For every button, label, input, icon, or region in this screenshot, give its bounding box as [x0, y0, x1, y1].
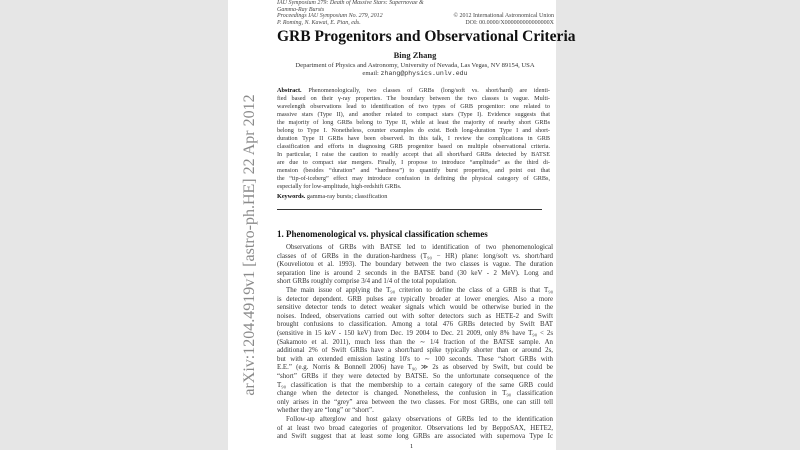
- body-line: (sensitive in 15 keV - 150 keV) from Dec. 19 2004 to Dec. 21 2009, only 8% have T₉₀ < 2s: [277, 330, 553, 337]
- body-line: change when the detector is changed. Nonetheless, the confusion in T₉₀ classification: [277, 390, 553, 398]
- abstract-line: the majority of long GRBs belong to Type II, while at least the majority of nearby short GRBs: [277, 119, 550, 126]
- body-line: is detector dependent. GRB pulses are typically broader at lower energies. Also a more: [277, 295, 553, 303]
- copyright-block: [453, 13, 554, 26]
- abstract-line: mension (besides “duration” and “hardness”) to quantify burst properties, and point out that: [277, 167, 550, 174]
- abstract-line: In particular, I raise the caution to readily accept that all short/hard GRBs detected by BATSE: [277, 151, 550, 158]
- body-line: separation line is around 2 seconds in the BATSE band (30 keV - 2 MeV). Long and: [277, 269, 553, 277]
- copyright: © 2012 International Astronomical Union: [453, 13, 554, 19]
- abstract-line: are due to compact star mergers. Finally, I propose to introduce “amplitude” as the third di-: [277, 159, 550, 166]
- abstract-line: wavelength observations lead to identification of two types of GRB progenitor: one related to: [277, 103, 550, 110]
- body-line: and Swift suggest that at least some long GRBs are associated with supernova Type Ic: [277, 433, 553, 441]
- journal-header: [277, 0, 424, 26]
- header-line: IAU Symposium 279: Death of Massive Stars: Supernovae &: [277, 0, 424, 6]
- keywords-label: Keywords.: [277, 193, 306, 200]
- doi: DOI: 00.0000/X000000000000000X: [465, 19, 554, 26]
- abstract-line: classification and efforts in diagnosing GRB progenitor based on multiple observational criteria.: [277, 143, 550, 150]
- body-line: of at least two broad categories of progenitor. Observations led by BeppoSAX, HETE2,: [277, 424, 553, 432]
- body-line: brought confusions to classification. Among a total 476 GRBs detected by Swift BAT: [277, 321, 553, 329]
- body-line: short GRBs roughly comprise 3/4 and 1/4 of the total population.: [277, 278, 457, 286]
- abstract-line: belong to Type I. Nonetheless, counter examples do exist. Both long-duration Type I and short-: [277, 127, 550, 134]
- body-line: T₉₀ classification is that the membership to a certain category of the same GRB could: [277, 381, 553, 389]
- body-line: Observations of GRBs with BATSE led to identification of two phenomenological: [286, 244, 553, 251]
- abstract-text: Phenomenologically, two classes of GRBs (long/soft vs. short/hard) are identi-: [301, 87, 550, 94]
- body-line: E.E.” (e.g. Norris & Bonnell 2006) have T₉₀ ≫ 2s as observed by Swift, but could be: [277, 364, 553, 372]
- header-line: Gamma-Ray Bursts: [277, 6, 325, 13]
- abstract-line: especially for low-amplitude, high-redshift GRBs.: [277, 183, 402, 190]
- body-line: sensitive detector tends to detect weaker signals which would be otherwise buried in the: [277, 304, 553, 312]
- body-line: (Sakamoto et al. 2011), much less than the ∼ 1/4 fraction of the BATSE sample. An: [277, 338, 553, 346]
- body-line: Follow-up afterglow and host galaxy observations of GRBs led to the identification: [286, 416, 553, 423]
- header-line: P. Roming, N. Kawai, E. Pian, eds.: [277, 19, 361, 26]
- affiliation: Department of Physics and Astronomy, University of Nevada, Las Vegas, NV 89154, USA: [295, 62, 535, 69]
- body-line: whether they are “long” or “short”.: [277, 407, 374, 415]
- section-heading: 1. Phenomenological vs. physical classification schemes: [277, 229, 488, 239]
- abstract-line: massive stars (Type II), and another related to compact stars (Type I). Evidence suggests that: [277, 111, 550, 118]
- body-line: The main issue of applying the T₉₀ criterion to define the class of a GRB is that T₉₀: [286, 287, 553, 294]
- arxiv-stamp: arXiv:1204.4919v1 [astro-ph.HE] 22 Apr 2012: [241, 94, 258, 396]
- keywords: [277, 193, 387, 201]
- body-line: additional 2% of Swift GRBs have a short/hard spike typically shorter than or around 2s,: [277, 347, 553, 355]
- body-line: (Kouveliotou et al. 1993). The boundary between the two classes is vague. The duration: [277, 261, 553, 269]
- abstract-line: fied based on their γ-ray properties. The boundary between the two classes is vague. Multi-: [277, 95, 550, 102]
- body-line: but with an extended emission lasting 10's to ∼ 100 seconds. These “short GRBs with: [277, 355, 553, 363]
- header-line: Proceedings IAU Symposium No. 279, 2012: [277, 13, 383, 19]
- body-line: only arises in the “grey” area between the two classes. For most GRBs, one can still tell: [277, 398, 553, 406]
- body-line: “short” GRBs if they were detected by BATSE. So the unfortunate consequence of the: [277, 373, 553, 380]
- abstract-label: Abstract.: [277, 87, 302, 94]
- email-label: email:: [362, 70, 381, 77]
- abstract-line: [277, 87, 550, 95]
- paper-title: GRB Progenitors and Observational Criteria: [277, 28, 576, 45]
- email-line: [277, 70, 553, 78]
- divider: [277, 209, 542, 210]
- keywords-text: gamma-ray bursts; classification: [305, 193, 388, 200]
- body-line: noises. Indeed, observations carried out with softer detectors such as HETE-2 and Swift: [277, 312, 553, 320]
- author: Bing Zhang: [393, 50, 437, 60]
- body-line: classes of of GRBs in the duration-hardness (T₉₀ − HR) plane: long/soft vs. short/hard: [277, 252, 553, 260]
- abstract-line: the “tip-of-iceberg” effect may introduce confusion in defining the physical category of GRBs,: [277, 175, 550, 182]
- page-number: 1: [410, 443, 414, 450]
- email-link[interactable]: zhang@physics.unlv.edu: [380, 70, 468, 77]
- abstract-line: duration Type II GRBs have been observed. In this talk, I review the complications in GRB: [277, 135, 550, 142]
